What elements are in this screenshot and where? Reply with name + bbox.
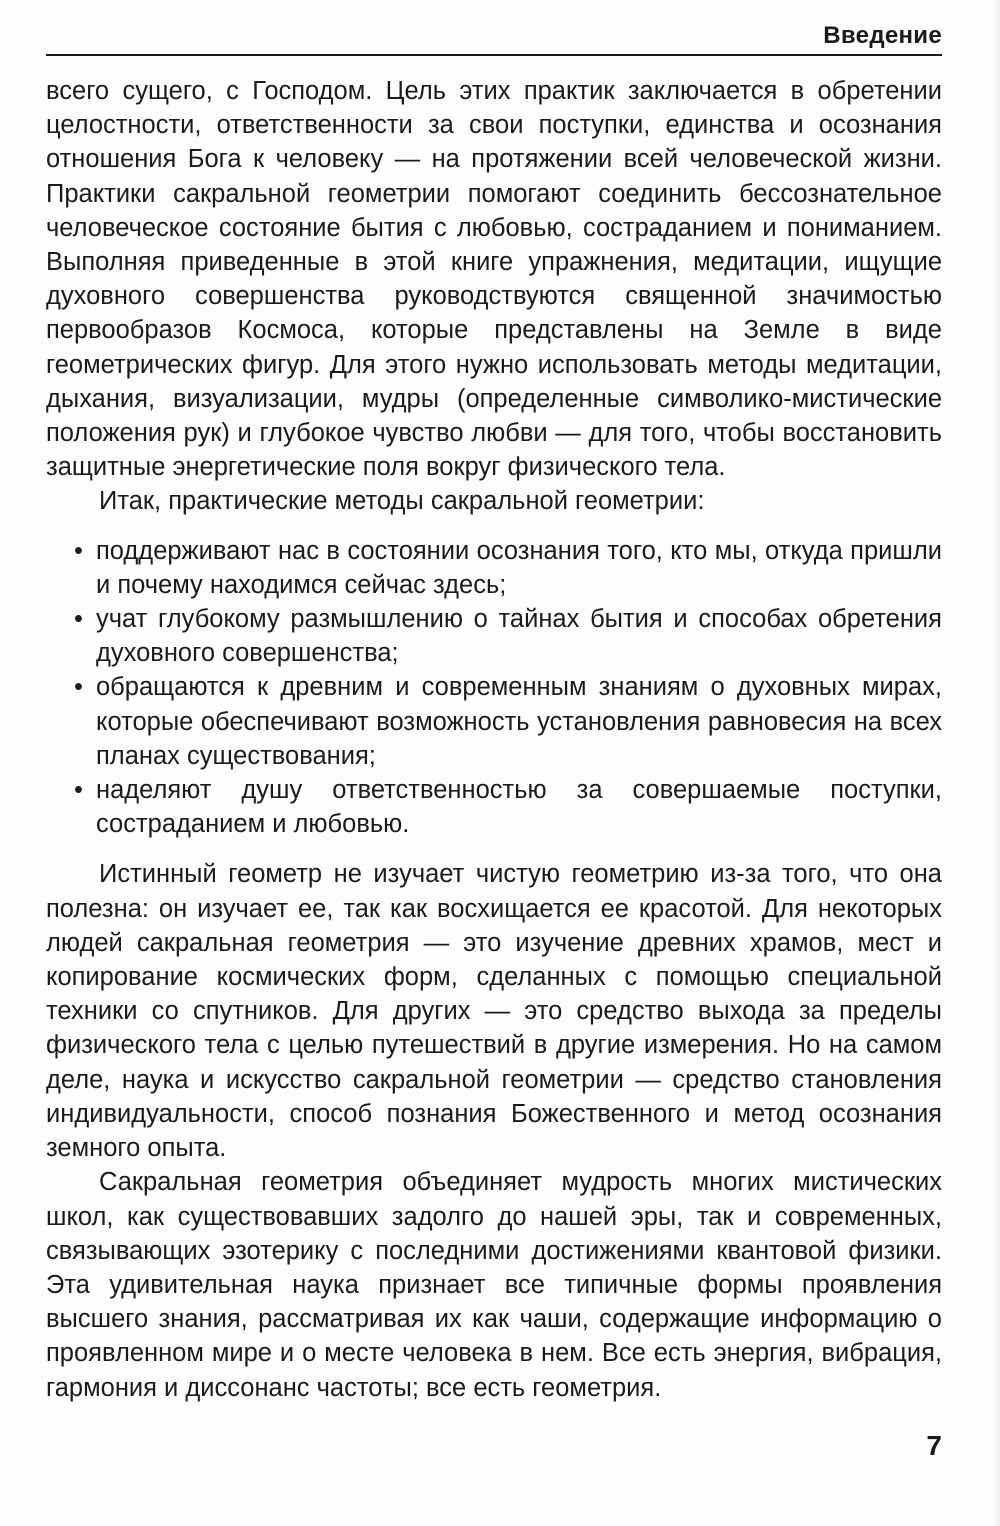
bullet-icon: • bbox=[74, 776, 83, 805]
running-header bbox=[46, 18, 942, 56]
section-title: Введение bbox=[823, 22, 942, 49]
list-item bbox=[46, 602, 942, 670]
bullet-icon: • bbox=[74, 605, 83, 634]
list-item-text: учат глубокому размышлению о тайнах бытия и способах обретения духовного совершенства; bbox=[96, 605, 942, 668]
list-item bbox=[46, 670, 942, 773]
bullet-icon: • bbox=[74, 673, 83, 702]
list-item-text: поддерживают нас в состоянии осознания того, кто мы, откуда пришли и почему находимся сейчас здесь; bbox=[96, 536, 942, 599]
list-item-text: обращаются к древним и современным знаниям о духовных мирах, которые обеспечивают возможность установления равновесия на всех планах существования; bbox=[96, 673, 942, 770]
page-number: 7 bbox=[926, 1430, 942, 1461]
list-item bbox=[46, 534, 942, 602]
methods-list bbox=[46, 534, 942, 842]
list-item bbox=[46, 773, 942, 841]
paragraph-wisdom: Сакральная геометрия объединяет мудрость многих мистических школ, как существовавших задолго до нашей эры, так и современных, связывающих эзотерику с последними достижениями квантовой физики. Эта удивительная наука признает все типичные формы проявления высшего знания, рассматривая их как чаши, содержащие информацию о проявленном мире и о месте человека в нем. Все есть энергия, вибрация, гармония и диссонанс частоты; все есть геометрия. bbox=[46, 1168, 942, 1402]
paragraph-intro: всего сущего, с Господом. Цель этих практик заключается в обретении целостности, ответственности за свои поступки, единства и осознания отношения Бога к человеку — на протяжении всей человеческой жизни. Практики сакральной геометрии помогают соединить бессознательное человеческое состояние бытия с любовью, состраданием и пониманием. Выполняя приведенные в этой книге упражнения, медитации, ищущие духовного совершенства руководствуются священной значимостью первообразов Космоса, которые представлены на Земле в виде геометрических фигур. Для этого нужно использовать методы медитации, дыхания, визуализации, мудры (определенные символико-мистические положения рук) и глубокое чувство любви — для того, чтобы восстановить защитные энергетические поля вокруг физического тела. bbox=[46, 77, 942, 482]
page-edge bbox=[994, 0, 1000, 1526]
body-text bbox=[46, 74, 942, 1405]
list-item-text: наделяют душу ответственностью за совершаемые поступки, состраданием и любовью. bbox=[96, 776, 942, 839]
paragraph-true-geometer: Истинный геометр не изучает чистую геометрию из-за того, что она полезна: он изучает ее, так как восхищается ее красотой. Для некоторых людей сакральная геометрия — это изучение древних храмов, мест и копирование космических форм, сделанных с помощью специальной техники со спутников. Для других — это средство выхода за пределы физического тела с целью путешествий в другие измерения. Но на самом деле, наука и искусство сакральной геометрии — средство становления индивидуальности, способ познания Божественного и метод осознания земного опыта. bbox=[46, 860, 942, 1163]
bullet-icon: • bbox=[74, 536, 83, 565]
paragraph-methods-lead: Итак, практические методы сакральной геометрии: bbox=[99, 487, 705, 516]
